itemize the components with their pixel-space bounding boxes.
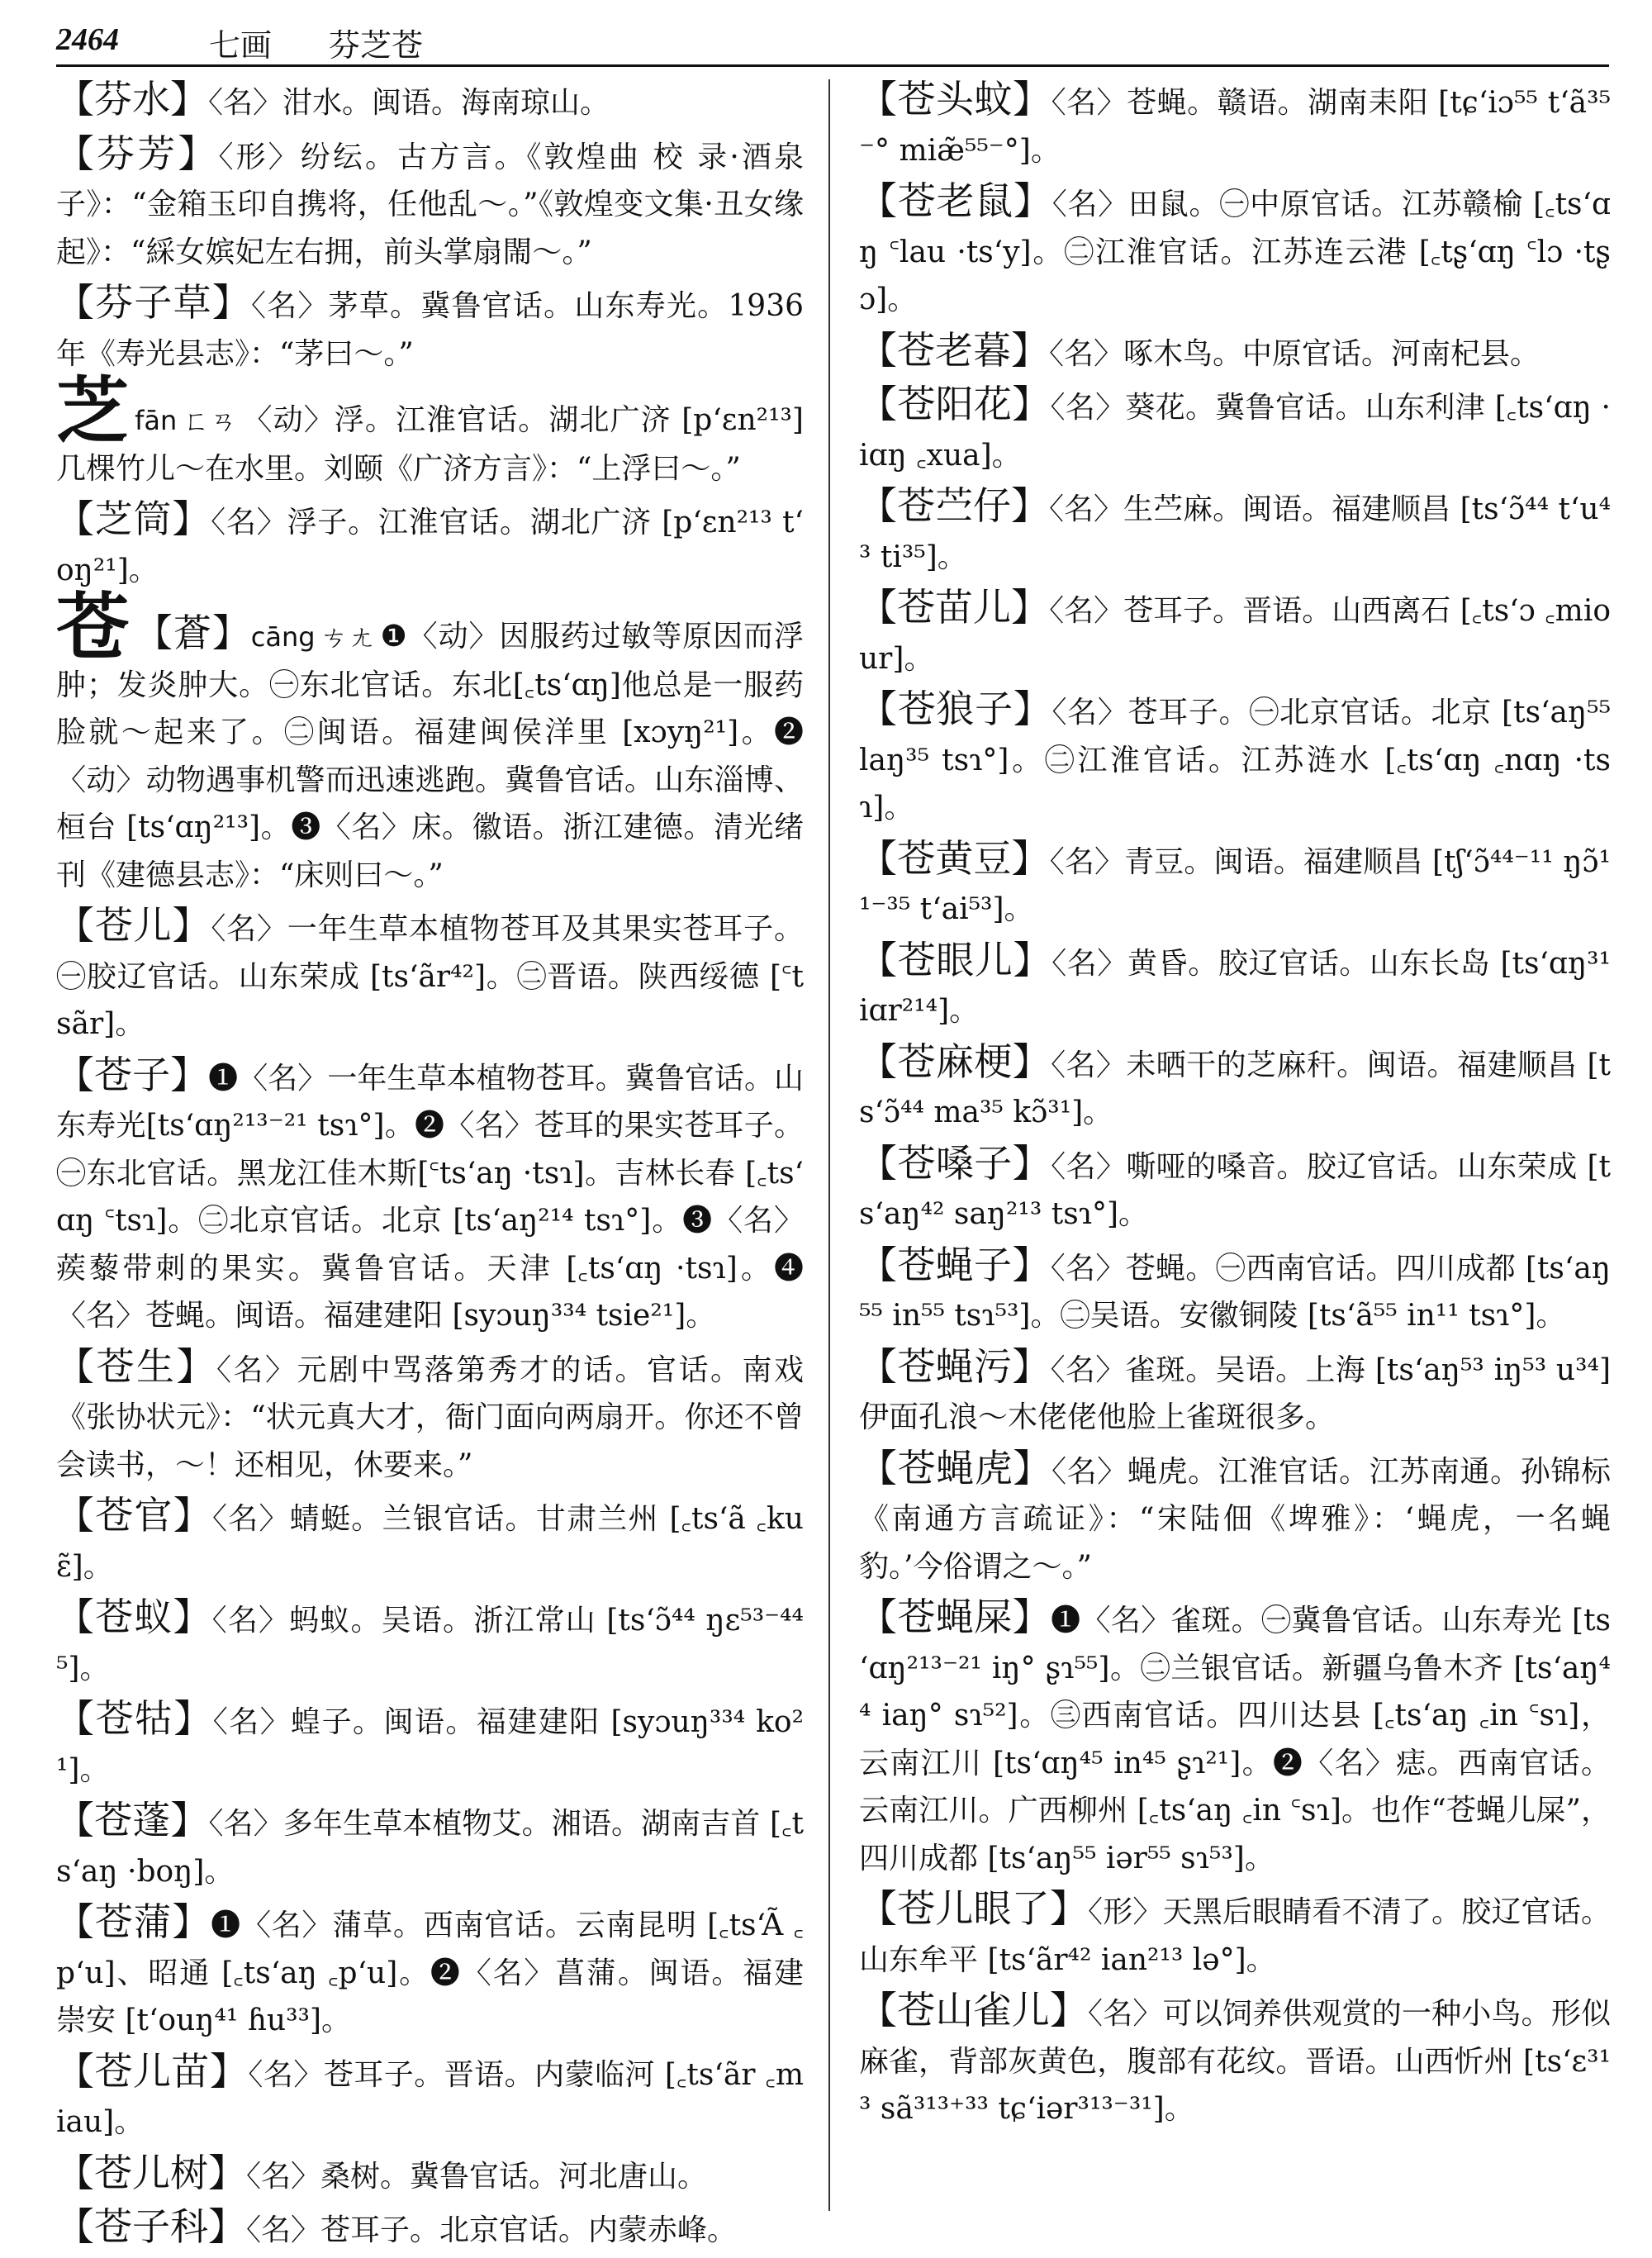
entry-definition: 〈名〉蚂蚁。吴语。浙江常山 [tsʻɔ̃⁴⁴ ŋɛ⁵³⁻⁴⁴⁵]。 <box>56 1604 804 1685</box>
entry-headword: 【苍眼儿】 <box>859 937 1052 982</box>
entry-headword: 【苍儿树】 <box>56 2150 246 2195</box>
entry-definition: ❶〈名〉蒲草。西南官话。云南昆明 [꜀tsʻÃ ꜀pʻu]、昭通 [꜀tsʻaŋ ꜀pʻu]。❷〈名〉菖蒲。闽语。福建崇安 [tʻouŋ⁴¹ ɦu³³]。 <box>56 1909 804 2037</box>
character-entry <box>56 368 804 492</box>
entry-definition: ❶〈名〉雀斑。㊀冀鲁官话。山东寿光 [tsʻɑŋ²¹³⁻²¹ iŋ° ʂɿ⁵⁵]。㊁兰银官话。新疆乌鲁木齐 [tsʻaŋ⁴⁴ iaŋ° sɿ⁵²]。㊂西南官话。四川达县 [꜀tsʻaŋ ꜀in ꜂sɿ]，云南江川 [tsʻɑŋ⁴⁵ in⁴⁵ ʂɿ²¹]。❷〈名〉痣。西南官话。云南江川。广西柳州 [꜀tsʻaŋ ꜀in ꜂sɿ]。也作“苍蝇儿屎”，四川成都 [tsʻaŋ⁵⁵ iər⁵⁵ sɿ⁵³]。 <box>859 1604 1612 1875</box>
dictionary-entry <box>859 1987 1611 2133</box>
entry-headword: 【芬水】 <box>56 77 208 121</box>
dictionary-entry <box>859 76 1611 174</box>
entry-definition: 〈形〉纷纭。古方言。《敦煌曲 校 录·酒泉子》：“金箱玉印自携将，任他乱～。”《敦煌变文集·丑女缘起》：“綵女嫔妃左右拥，前头掌扇閙～。” <box>56 140 804 269</box>
entry-definition: 〈名〉一年生草本植物苍耳及其果实苍耳子。㊀胶辽官话。山东荣成 [tsʻãr⁴²]。㊁晋语。陕西绥德 [꜂tsãr]。 <box>56 912 804 1041</box>
dictionary-entry <box>859 835 1611 934</box>
entry-definition: 〈名〉苍耳子。晋语。山西离石 [꜀tsʻɔ ꜀miour]。 <box>859 594 1612 676</box>
stroke-section: 七画 <box>209 27 273 64</box>
dictionary-entry <box>859 178 1611 324</box>
entry-definition: 〈名〉雀斑。吴语。上海 [tsʻaŋ⁵³ iŋ⁵³ u³⁴] 伊面孔浪～木佬佬他脸上雀斑很多。 <box>859 1352 1612 1434</box>
entry-headword: 【苍蓬】 <box>56 1798 209 1842</box>
page-header <box>56 15 1609 63</box>
entry-headword: 【苍老鼠】 <box>859 178 1052 223</box>
entry-definition: 〈名〉苍蝇。㊀西南官话。四川成都 [tsʻaŋ⁵⁵ in⁵⁵ tsɿ⁵³]。㊁吴语。安徽铜陵 [tsʻã⁵⁵ in¹¹ tsɿ°]。 <box>859 1251 1611 1333</box>
entry-headword: 【苍儿苗】 <box>56 2048 249 2094</box>
entry-headword: 【苍苗儿】 <box>859 585 1050 630</box>
entry-headword: 【芝筒】 <box>56 497 211 541</box>
pinyin: fān <box>135 405 178 436</box>
entry-headword: 【苍狼子】 <box>859 687 1052 731</box>
dictionary-entry <box>859 937 1611 1035</box>
entry-definition: 〈名〉浮子。江淮官话。湖北广济 [pʻɛn²¹³ tʻoŋ²¹]。 <box>56 506 804 587</box>
entry-definition: 〈名〉未晒干的芝麻秆。闽语。福建顺昌 [tsʻɔ̃⁴⁴ ma³⁵ kɔ̃³¹]。 <box>859 1048 1611 1129</box>
dictionary-entry <box>56 1594 804 1692</box>
column-divider <box>828 79 830 2211</box>
header-rule <box>56 64 1609 67</box>
entry-definition: 〈名〉青豆。闽语。福建顺昌 [tʃʻɔ̃⁴⁴⁻¹¹ ŋɔ̃¹¹⁻³⁵ tʻai⁵³]。 <box>859 844 1612 926</box>
dictionary-entry <box>56 2048 804 2146</box>
entry-definition: 〈名〉元剧中骂落第秀才的话。官话。南戏《张协状元》：“状元真大才，衙门面向两扇开。你还不曾会读书，～！还相见，休要来。” <box>56 1352 804 1482</box>
entry-definition: 〈名〉多年生草本植物艾。湘语。湖南吉首 [꜀tsʻaŋ ·boŋ]。 <box>56 1807 804 1889</box>
entry-definition: 〈形〉天黑后眼睛看不清了。胶辽官话。山东牟平 [tsʻãr⁴² ian²¹³ lə°]。 <box>859 1895 1611 1977</box>
left-column <box>56 76 804 2258</box>
dictionary-entry <box>56 902 804 1048</box>
entry-definition: 〈名〉可以饲养供观赏的一种小鸟。形似麻雀，背部灰黄色，腹部有花纹。晋语。山西忻州 [tsʻɛ³¹³ sã³¹³⁺³³ tɕʻiər³¹³⁻³¹]。 <box>859 1997 1611 2126</box>
entry-headword: 【苍生】 <box>56 1343 216 1389</box>
dictionary-entry <box>56 131 804 277</box>
dictionary-entry <box>56 76 804 127</box>
entry-definition: ❶〈名〉一年生草本植物苍耳。冀鲁官话。山东寿光[tsʻɑŋ²¹³⁻²¹ tsɿ°]。❷〈名〉苍耳的果实苍耳子。㊀东北官话。黑龙江佳木斯[꜂tsʻaŋ ·tsɿ]。吉林长春 [꜀tsʻɑŋ ꜂tsɿ]。㊁北京官话。北京 [tsʻaŋ²¹⁴ tsɿ°]。❸〈名〉蒺藜带刺的果实。冀鲁官话。天津 [꜀tsʻɑŋ ·tsɿ]。❹〈名〉苍蝇。闽语。福建建阳 [syɔuŋ³³⁴ tsie²¹]。 <box>56 1061 804 1333</box>
entry-definition: 〈名〉蝗子。闽语。福建建阳 [syɔuŋ³³⁴ ko²¹]。 <box>56 1705 804 1787</box>
entry-definition: 〈名〉蜻蜓。兰银官话。甘肃兰州 [꜀tsʻã ꜀kuɛ̃]。 <box>56 1502 804 1584</box>
dictionary-entry <box>859 1242 1611 1340</box>
entry-definition: 〈名〉苍蝇。赣语。湖南耒阳 [tɕʻiɔ⁵⁵ tʻã³⁵⁻° miæ̃⁵⁵⁻°]。 <box>859 86 1612 168</box>
dictionary-entry <box>56 496 804 594</box>
dictionary-entry <box>859 1039 1611 1137</box>
entry-headword: 【苍苎仔】 <box>859 483 1050 528</box>
entry-headword: 【苍蚁】 <box>56 1595 212 1639</box>
entry-headword: 【苍山雀儿】 <box>859 1988 1089 2032</box>
dictionary-entry <box>859 327 1611 378</box>
dictionary-entry <box>859 482 1611 581</box>
entry-headword: 【苍儿】 <box>56 903 211 948</box>
dictionary-entry <box>56 2203 804 2255</box>
page-number: 2464 <box>56 22 119 57</box>
entry-definition: 〈名〉啄木鸟。中原官话。河南杞县。 <box>1049 336 1540 371</box>
entry-definition: 〈名〉苍耳子。㊀北京官话。北京 [tsʻaŋ⁵⁵ laŋ³⁵ tsɿ°]。㊁江淮官话。江苏涟水 [꜀tsʻɑŋ ꜀nɑŋ ·tsɿ]。 <box>859 696 1612 825</box>
entry-definition: ❶〈动〉因服药过敏等原因而浮肿；发炎肿大。㊀东北官话。东北[꜀tsʻɑŋ]他总是一服药脸就～起来了。㊁闽语。福建闽侯洋里 [xɔyŋ²¹]。❷〈动〉动物遇事机警而迅速逃跑。冀鲁官话。山东淄博、桓台 [tsʻɑŋ²¹³]。❸〈名〉床。徽语。浙江建德。清光绪刊《建德县志》：“床则曰～。” <box>56 620 804 892</box>
entry-headword: 【苍阳花】 <box>859 382 1051 426</box>
entry-definition: 〈名〉茅草。冀鲁官话。山东寿光。1936年《寿光县志》：“茅曰～。” <box>56 289 804 371</box>
dictionary-entry <box>56 2150 804 2201</box>
entry-definition: 〈名〉桑树。冀鲁官话。河北唐山。 <box>246 2159 708 2194</box>
entry-headword: 【苍嗓子】 <box>859 1140 1051 1186</box>
guide-characters: 芬芝苍 <box>329 27 424 64</box>
dictionary-entry <box>56 1695 804 1794</box>
entry-headword: 【苍儿眼了】 <box>859 1886 1089 1931</box>
entry-definition: 〈动〉浮。江淮官话。湖北广济 [pʻɛn²¹³] 几棵竹儿～在水里。刘颐《广济方言》：“上浮曰～。” <box>56 403 804 486</box>
entry-headword: 【芬芳】 <box>56 131 219 176</box>
entry-definition: 〈名〉葵花。冀鲁官话。山东利津 [꜀tsʻɑŋ ·iɑŋ ꜀xua]。 <box>859 391 1612 473</box>
head-character: 苍 <box>56 584 130 670</box>
dictionary-entry <box>859 1343 1611 1442</box>
entry-definition: 〈名〉蝇虎。江淮官话。江苏南通。孙锦标《南通方言疏证》：“宋陆佃《埤雅》：‘蝇虎，一名蝇豹。’今俗谓之～。” <box>859 1454 1611 1584</box>
entry-headword: 【苍蝇虎】 <box>859 1445 1052 1490</box>
entry-definition: 〈名〉黄昏。胶辽官话。山东长岛 [tsʻɑŋ³¹ iɑr²¹⁴]。 <box>859 946 1612 1028</box>
dictionary-entry <box>859 686 1611 832</box>
entry-headword: 【苍老暮】 <box>859 327 1049 373</box>
entry-definition: 〈名〉苍耳子。晋语。内蒙临河 [꜀tsʻãr ꜀miau]。 <box>56 2057 804 2139</box>
entry-definition: 〈名〉田鼠。㊀中原官话。江苏赣榆 [꜀tsʻɑŋ ꜂lau ·tsʻy]。㊁江淮官话。江苏连云港 [꜀tʂʻɑŋ ꜂lɔ ·tʂɔ]。 <box>859 188 1612 316</box>
dictionary-entry <box>859 1445 1611 1591</box>
dictionary-entry <box>56 1797 804 1895</box>
entry-headword: 【苍子科】 <box>56 2204 246 2249</box>
head-character: 芝 <box>56 368 131 454</box>
dictionary-entry <box>56 1899 804 2045</box>
zhuyin: ㄘㄤ <box>320 621 376 653</box>
dictionary-entry <box>56 1492 804 1590</box>
entry-headword: 【苍牯】 <box>56 1696 213 1741</box>
entry-headword: 【苍蝇屎】 <box>859 1595 1051 1639</box>
dictionary-entry <box>859 1885 1611 1984</box>
entry-headword: 【苍蝇子】 <box>859 1242 1051 1287</box>
zhuyin: ㄈㄢ <box>182 405 238 436</box>
dictionary-entry <box>56 279 804 378</box>
entry-definition: 〈名〉苍耳子。北京官话。内蒙赤峰。 <box>246 2213 738 2247</box>
entry-definition: 〈名〉泔水。闽语。海南琼山。 <box>208 86 610 120</box>
dictionary-entry <box>859 381 1611 479</box>
entry-headword: 【苍蒲】 <box>56 1899 211 1944</box>
entry-headword: 【芬子草】 <box>56 280 252 325</box>
entry-definition: 〈名〉生苎麻。闽语。福建顺昌 [tsʻɔ̃⁴⁴ tʻu⁴³ ti³⁵]。 <box>859 492 1611 574</box>
dictionary-entry <box>56 1343 804 1490</box>
entry-headword: 【苍蝇污】 <box>859 1343 1051 1389</box>
dictionary-entry <box>859 1140 1611 1238</box>
entry-headword: 【苍麻梗】 <box>859 1039 1051 1084</box>
traditional-form: 【蒼】 <box>134 611 251 655</box>
entry-headword: 【苍官】 <box>56 1493 213 1538</box>
dictionary-entry <box>56 1052 804 1340</box>
entry-headword: 【苍子】 <box>56 1052 209 1097</box>
entry-headword: 【苍黄豆】 <box>859 835 1050 881</box>
entry-headword: 【苍头蚊】 <box>859 77 1051 121</box>
dictionary-entry <box>859 1594 1611 1882</box>
character-entry <box>56 584 804 899</box>
right-column <box>859 76 1611 2137</box>
dictionary-entry <box>859 584 1611 682</box>
pinyin: cāng <box>250 621 316 653</box>
entry-definition: 〈名〉嘶哑的嗓音。胶辽官话。山东荣成 [tsʻaŋ⁴² saŋ²¹³ tsɿ°]。 <box>859 1149 1611 1231</box>
